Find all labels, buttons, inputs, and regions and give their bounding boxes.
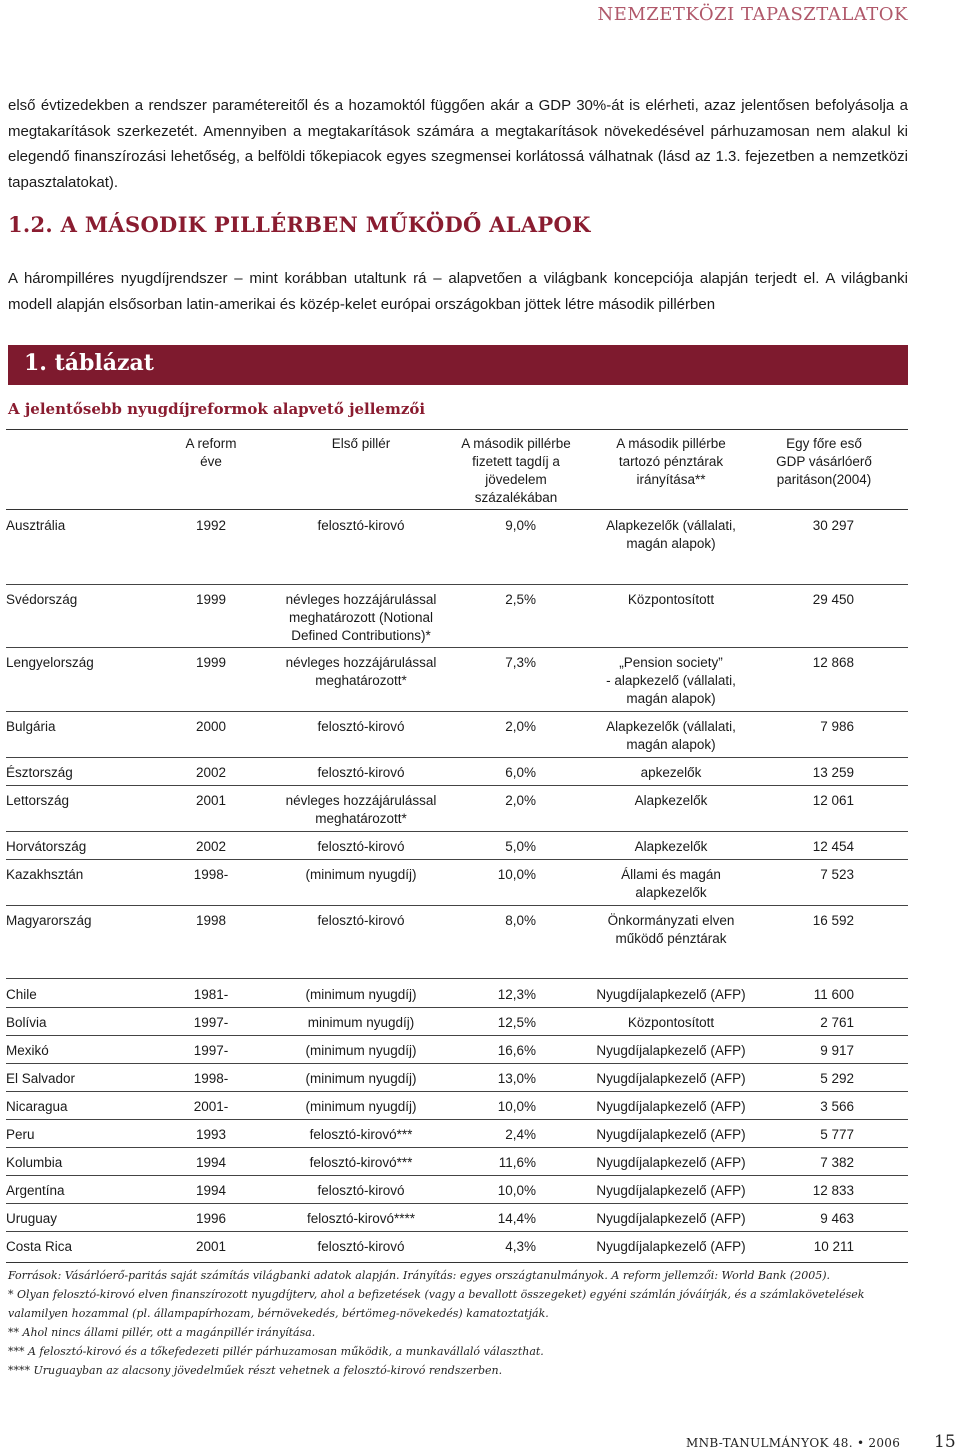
table-cell: 2002: [195, 839, 227, 854]
table-number: 1. táblázat: [24, 350, 154, 376]
table-cell: Nyugdíjalapkezelő (AFP): [596, 1099, 746, 1114]
table-cell: 9 463: [820, 1211, 854, 1226]
table-cell: Nyugdíjalapkezelő (AFP): [596, 1211, 746, 1226]
table-cell: (minimum nyugdíj): [305, 1043, 417, 1058]
table-cell: Állami és magán alapkezelők: [621, 867, 721, 900]
page-number: 15: [934, 1432, 956, 1452]
table-cell: Nyugdíjalapkezelő (AFP): [596, 987, 746, 1002]
table-cell: 6,0%: [505, 765, 536, 780]
table-cell: 2000: [195, 719, 227, 734]
table-cell: 5 292: [820, 1071, 854, 1086]
table-cell: felosztó-kirovó: [317, 839, 405, 854]
table-cell: 7,3%: [505, 655, 536, 670]
row-rule: [6, 1063, 908, 1064]
table-cell: 12,3%: [497, 987, 536, 1002]
row-rule: [6, 1119, 908, 1120]
row-rule: [6, 1231, 908, 1232]
table-cell: 1993: [195, 1127, 227, 1142]
table-cell: Alapkezelők: [634, 839, 708, 854]
table-cell: 12 061: [812, 793, 854, 808]
table-cell: 2 761: [820, 1015, 854, 1030]
table-cell: 1992: [195, 518, 227, 533]
table-cell: felosztó-kirovó: [317, 719, 405, 734]
row-rule: [6, 711, 908, 712]
table-cell: 12 454: [812, 839, 854, 854]
row-rule: [6, 647, 908, 648]
table-cell: 12,5%: [497, 1015, 536, 1030]
table-cell: 1997-: [193, 1015, 229, 1030]
note-3: *** A felosztó-kirovó és a tőkefedezeti pillér párhuzamosan működik, a munkavállaló választhat.: [8, 1345, 544, 1358]
table-cell: Alapkezelők: [634, 793, 708, 808]
table-cell: Nyugdíjalapkezelő (AFP): [596, 1183, 746, 1198]
group-rule: [6, 584, 908, 585]
table-row-country: Kazakhsztán: [6, 867, 84, 882]
running-header: NEMZETKÖZI TAPASZTALATOK: [597, 4, 908, 25]
table-cell: 14,4%: [497, 1211, 536, 1226]
table-cell: 2,5%: [505, 592, 536, 607]
table-row-country: Magyarország: [6, 913, 92, 928]
table-cell: felosztó-kirovó: [317, 913, 405, 928]
table-cell: 1998-: [193, 867, 229, 882]
table-cell: Központosított: [627, 1015, 715, 1030]
table-cell: 7 986: [820, 719, 854, 734]
row-rule: [6, 905, 908, 906]
table-cell: 9,0%: [505, 518, 536, 533]
table-cell: 5 777: [820, 1127, 854, 1142]
table-row-country: Lettország: [6, 793, 70, 808]
table-row-country: Mexikó: [6, 1043, 49, 1058]
table-cell: 7 523: [820, 867, 854, 882]
table-cell: 10,0%: [497, 1099, 536, 1114]
table-cell: 11,6%: [498, 1155, 536, 1170]
table-cell: 8,0%: [505, 913, 536, 928]
table-cell: 1998: [195, 913, 227, 928]
table-cell: felosztó-kirovó: [317, 765, 405, 780]
table-cell: névleges hozzájárulással meghatározott*: [285, 655, 437, 688]
table-cell: (minimum nyugdíj): [305, 1099, 417, 1114]
table-cell: 1996: [195, 1211, 227, 1226]
column-header: Egy főre eső GDP vásárlóerő paritáson(2004): [776, 436, 872, 487]
table-cell: Alapkezelők (vállalati, magán alapok): [606, 518, 736, 551]
row-rule: [6, 831, 908, 832]
table-cell: 13 259: [812, 765, 854, 780]
footer-journal: MNB-TANULMÁNYOK 48. • 2006: [686, 1436, 901, 1450]
table-cell: 29 450: [812, 592, 854, 607]
table-cell: 11 600: [813, 987, 854, 1002]
table-row-country: Chile: [6, 987, 37, 1002]
row-rule: [6, 1007, 908, 1008]
row-rule: [6, 1203, 908, 1204]
table-row-country: Uruguay: [6, 1211, 58, 1226]
table-cell: felosztó-kirovó***: [309, 1155, 413, 1170]
table-row-country: Lengyelország: [6, 655, 94, 670]
table-row-country: Kolumbia: [6, 1155, 63, 1170]
table-cell: 1998-: [193, 1071, 229, 1086]
header-bottom-rule: [6, 509, 908, 510]
table-cell: (minimum nyugdíj): [305, 1071, 417, 1086]
table-row-country: Costa Rica: [6, 1239, 73, 1254]
row-rule: [6, 757, 908, 758]
table-notes: [8, 1266, 908, 1380]
table-cell: 16,6%: [497, 1043, 536, 1058]
table-cell: 2,0%: [505, 719, 536, 734]
table-cell: „Pension society” - alapkezelő (vállalati, magán alapok): [606, 655, 736, 706]
table-cell: 7 382: [820, 1155, 854, 1170]
table-cell: Nyugdíjalapkezelő (AFP): [596, 1239, 746, 1254]
row-rule: [6, 1091, 908, 1092]
table-cell: (minimum nyugdíj): [305, 987, 417, 1002]
table-cell: 3 566: [820, 1099, 854, 1114]
table-cell: apkezelők: [640, 765, 702, 780]
table-banner: [8, 345, 908, 385]
note-1: * Olyan felosztó-kirovó elven finanszírozott nyugdíjterv, ahol a befizetések (vagy a bevallott összegeket) egyéni számlán jóváírják, és a számlakövetelések valamilyen hozammal (pl. állampapírhozam, bérnövekedés, bértömeg-növekedés) kamatoztatják.: [8, 1288, 865, 1320]
table-cell: 12 833: [812, 1183, 854, 1198]
table-cell: felosztó-kirovó***: [309, 1127, 413, 1142]
table-cell: 1981-: [193, 987, 229, 1002]
table-cell: 16 592: [812, 913, 854, 928]
column-header: Első pillér: [331, 436, 391, 451]
table-cell: minimum nyugdíj): [307, 1015, 415, 1030]
section-heading: 1.2. A MÁSODIK PILLÉRBEN MŰKÖDŐ ALAPOK: [8, 212, 591, 237]
table-cell: Nyugdíjalapkezelő (AFP): [596, 1043, 746, 1058]
table-cell: 1997-: [193, 1043, 229, 1058]
table-top-rule: [6, 429, 908, 430]
table-cell: névleges hozzájárulással meghatározott (Notional Defined Contributions)*: [285, 592, 437, 643]
table-cell: névleges hozzájárulással meghatározott*: [285, 793, 437, 826]
note-2: ** Ahol nincs állami pillér, ott a magánpillér irányítása.: [8, 1326, 316, 1339]
row-rule: [6, 859, 908, 860]
table-row-country: Horvátország: [6, 839, 87, 854]
table-cell: felosztó-kirovó: [317, 518, 405, 533]
table-cell: 2001: [195, 793, 227, 808]
note-4: **** Uruguayban az alacsony jövedelműek részt vehetnek a felosztó-kirovó rendszerben.: [8, 1364, 503, 1377]
group-rule: [6, 1262, 908, 1263]
table-cell: 10 211: [813, 1239, 854, 1254]
table-cell: Alapkezelők (vállalati, magán alapok): [606, 719, 736, 752]
row-rule: [6, 1035, 908, 1036]
column-header: A reform éve: [185, 436, 237, 469]
table-row-country: El Salvador: [6, 1071, 76, 1086]
table-row-country: Argentína: [6, 1183, 65, 1198]
table-cell: Nyugdíjalapkezelő (AFP): [596, 1127, 746, 1142]
table-cell: felosztó-kirovó: [317, 1183, 405, 1198]
table-row-country: Ausztrália: [6, 518, 66, 533]
table-cell: Nyugdíjalapkezelő (AFP): [596, 1071, 746, 1086]
table-row-country: Peru: [6, 1127, 35, 1142]
table-row-country: Svédország: [6, 592, 78, 607]
row-rule: [6, 1175, 908, 1176]
table-cell: 1999: [195, 592, 227, 607]
table-cell: 1999: [195, 655, 227, 670]
table-cell: felosztó-kirovó: [317, 1239, 405, 1254]
table-cell: 13,0%: [497, 1071, 536, 1086]
table-cell: 5,0%: [505, 839, 536, 854]
table-cell: 12 868: [812, 655, 854, 670]
table-cell: 2,4%: [505, 1127, 536, 1142]
column-header: A második pillérbe tartozó pénztárak irányítása**: [616, 436, 726, 487]
table-cell: (minimum nyugdíj): [305, 867, 417, 882]
table-cell: 10,0%: [497, 867, 536, 882]
note-sources: Források: Vásárlóerő-paritás saját számítás világbanki adatok alapján. Irányítás: egyes országtanulmányok. A reform jellemzői: World Bank (2005).: [8, 1269, 830, 1282]
table-cell: Önkormányzati elven működő pénztárak: [607, 913, 735, 946]
table-cell: 2001-: [193, 1099, 229, 1114]
table-cell: Központosított: [627, 592, 715, 607]
table-cell: 30 297: [812, 518, 854, 533]
table-subtitle: A jelentősebb nyugdíjreformok alapvető jellemzői: [8, 400, 426, 418]
table-cell: felosztó-kirovó****: [306, 1211, 416, 1226]
table-cell: Nyugdíjalapkezelő (AFP): [596, 1155, 746, 1170]
table-cell: 9 917: [820, 1043, 854, 1058]
table-cell: 2002: [195, 765, 227, 780]
table-cell: 10,0%: [497, 1183, 536, 1198]
table-cell: 1994: [195, 1155, 227, 1170]
intro-paragraph: első évtizedekben a rendszer paramétereitől és a hozamoktól függően akár a GDP 30%-át is elérheti, azaz jelentősen befolyásolja a megtakarítások szerkezetét. Amennyiben a megtakarítások számára a megtakarítások növekedésével párhuzamosan nem alakul ki elegendő finanszírozási lehetőség, a belföldi tőkepiacok egyes szegmensei korlátossá válhatnak (lásd az 1.3. fejezetben a nemzetközi tapasztalatokat).: [8, 97, 908, 191]
table-row-country: Nicaragua: [6, 1099, 68, 1114]
group-rule: [6, 978, 908, 979]
table-row-country: Észtország: [6, 765, 73, 780]
table-cell: 2,0%: [505, 793, 536, 808]
column-header: A második pillérbe fizetett tagdíj a jövedelem százalékában: [461, 436, 571, 505]
table-row-country: Bulgária: [6, 719, 56, 734]
table-cell: 1994: [195, 1183, 227, 1198]
row-rule: [6, 1147, 908, 1148]
table-cell: 4,3%: [505, 1239, 536, 1254]
section-paragraph: A hárompilléres nyugdíjrendszer – mint korábban utaltunk rá – alapvetően a világbank koncepciója alapján terjedt el. A világbanki modell alapján elsősorban latin-amerikai és közép-kelet európai országokban jöttek létre második pillérben: [8, 270, 908, 313]
table-cell: 2001: [195, 1239, 227, 1254]
table-row-country: Bolívia: [6, 1015, 47, 1030]
row-rule: [6, 785, 908, 786]
